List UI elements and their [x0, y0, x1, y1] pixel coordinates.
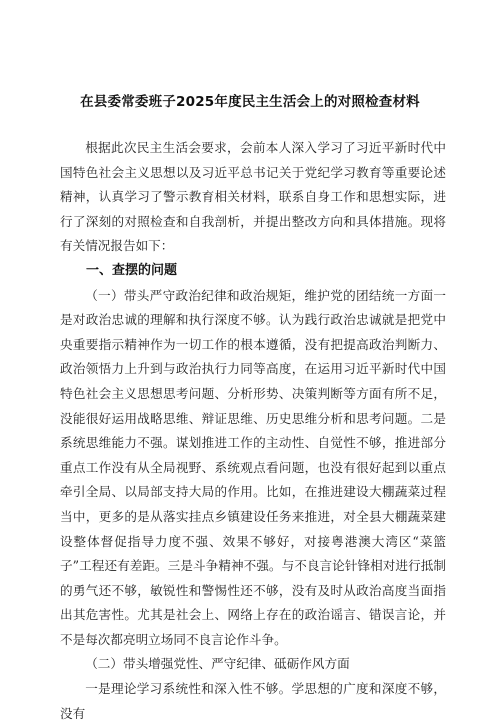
problem-item-2-heading: （二）带头增强党性、严守纪律、砥砺作风方面: [85, 656, 350, 672]
problem-item-1-paragraph: （一）带头严守政治纪律和政治规矩，维护党的团结统一方面一是对政治忠诚的理解和执行深度不够。认为践行政治忠诚就是把党中央重要指示精神作为一切工作的根本遵循，没有把提高政治判断力、政治领悟力上升到与政治执行力同等高度，在运用习近平新时代中国特色社会主义思想思考问题、分析形势、决策判断等方面有所不足，没能很好运用战略思维、辩证思维、历史思维分析和思考问题。二是系统思维能力不强。谋划推进工作的主动性、自觉性不够，推进部分重点工作没有从全局视野、系统观点看问题，也没有很好起到以重点牵引全局、以局部支持大局的作用。比如，在推进建设大棚蔬菜过程当中，更多的是从落实挂点乡镇建设任务来推进，对全县大棚蔬菜建设整体督促指导力度不强、效果不够好，对接粤港澳大湾区“菜篮子”工程还有差距。三是斗争精神不强。与不良言论针锋相对进行抵制的勇气还不够，敏锐性和警惕性还不够，没有及时从政治高度当面指出其危害性。尤其是社会上、网络上存在的政治谣言、错误言论，并不是每次都亮明立场同不良言论作斗争。: [60, 287, 446, 647]
document-title: 在县委常委班子2025年度民主生活会上的对照检查材料: [80, 94, 420, 110]
document-body: [60, 136, 446, 726]
intro-paragraph: 根据此次民主生活会要求，会前本人深入学习了习近平新时代中国特色社会主义思想以及习近平总书记关于党纪学习教育等重要论述精神，认真学习了警示教育相关材料，联系自身工作和思想实际，进行了深刻的对照检查和自我剖析，并提出整改方向和具体措施。现将有关情况报告如下：: [60, 140, 446, 254]
problem-item-2-paragraph: 一是理论学习系统性和深入性不够。学思想的广度和深度不够，没有: [60, 681, 446, 721]
section-heading-problems: 一、查摆的问题: [86, 262, 178, 278]
